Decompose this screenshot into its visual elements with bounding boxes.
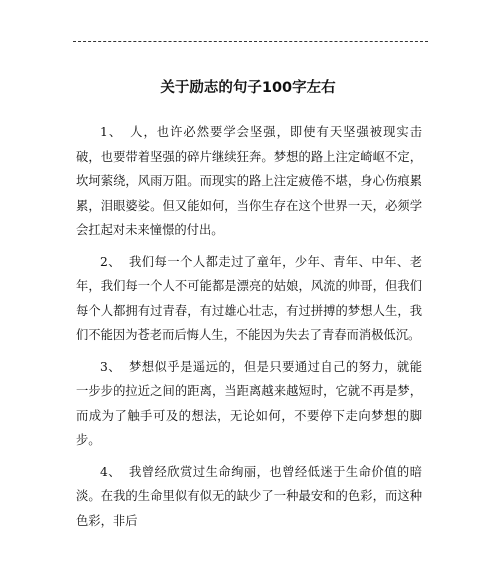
document-body — [76, 120, 422, 540]
top-dashed-divider — [73, 41, 428, 42]
paragraph-3 — [76, 355, 422, 453]
paragraph-number: 3、 — [100, 359, 122, 374]
paragraph-text: 人，也许必然要学会坚强，即使有天坚强被现实击破，也要带着坚强的碎片继续狂奔。梦想的路上注定崎岖不定，坎坷萦绕，风雨万阻。而现实的路上注定疲倦不堪，身心伤痕累累，泪眼婆娑。但又能如何，当你生存在这个世界一天，必须学会扛起对未来憧憬的付出。 — [76, 125, 422, 237]
paragraph-number: 2、 — [100, 254, 122, 269]
paragraph-4 — [76, 460, 422, 534]
paragraph-text: 我们每一个人都走过了童年，少年、青年、中年、老年，我们每一个人不可能都是漂亮的姑娘，风流的帅哥，但我们每个人都拥有过青春，有过雄心壮志，有过拼搏的梦想人生，我们不能因为苍老而后悔人生，不能因为失去了青春而消极低沉。 — [76, 254, 422, 342]
document-title: 关于励志的句子100字左右 — [160, 80, 336, 96]
paragraph-text: 梦想似乎是遥远的，但是只要通过自己的努力，就能一步步的拉近之间的距离，当距离越来越短时，它就不再是梦，而成为了触手可及的想法，无论如何，不要停下走向梦想的脚步。 — [76, 359, 422, 447]
paragraph-1 — [76, 120, 422, 243]
paragraph-number: 1、 — [100, 125, 123, 139]
paragraph-2 — [76, 250, 422, 348]
paragraph-number: 4、 — [100, 464, 122, 479]
paragraph-text: 我曾经欣赏过生命绚丽，也曾经低迷于生命价值的暗淡。在我的生命里似有似无的缺少了一种最安和的色彩，而这种色彩，非后 — [76, 464, 422, 528]
